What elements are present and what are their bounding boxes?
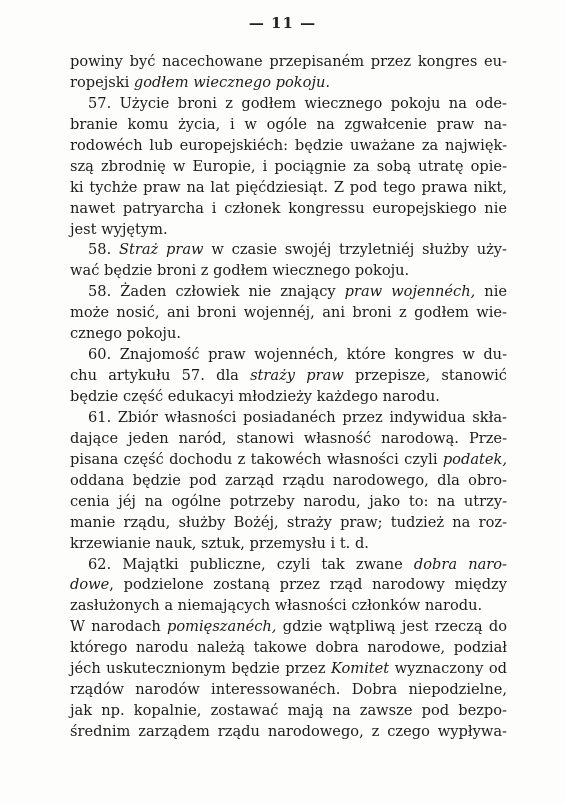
text-line — [70, 136, 507, 157]
text-run: manie rządu, służby Bożéj, straży praw; tudzież na roz- — [70, 513, 507, 531]
text-line — [70, 513, 507, 534]
text-line — [70, 575, 507, 596]
text-run: będzie część edukacyi młodzieży każdego narodu. — [70, 388, 440, 405]
text-line — [70, 178, 507, 199]
text-run: powiny być nacechowane przepisaném przez kongres eu- — [70, 53, 507, 70]
text-run: rodowéch lub europejskiéch: będzie uważane za najwięk- — [70, 136, 507, 154]
text-run: cznego pokoju. — [70, 325, 181, 343]
italic-text: Komitet — [330, 660, 390, 678]
text-line — [70, 199, 507, 220]
text-line — [70, 94, 507, 115]
text-line — [70, 261, 507, 282]
text-line — [70, 345, 507, 366]
text-line — [70, 617, 507, 638]
text-run: jéch uskutecznionym będzie przez — [70, 660, 331, 678]
text-run: branie komu życia, i w ogóle na zgwałcenie praw na- — [70, 115, 507, 133]
text-run: w czasie swojéj trzyletniéj służby uży- — [203, 241, 507, 259]
italic-text: dowe — [70, 576, 110, 594]
text-line — [70, 701, 507, 722]
text-line — [70, 492, 507, 513]
text-line — [70, 240, 507, 261]
text-run: 60. Znajomość praw wojennéch, które kongres w du- — [88, 346, 507, 364]
text-run: gdzie wątpliwą jest rzeczą do — [276, 618, 507, 636]
text-line — [70, 324, 507, 345]
text-line — [70, 408, 507, 429]
body-text — [70, 52, 507, 743]
text-line — [70, 722, 507, 743]
text-run: wyznaczony od — [389, 660, 507, 678]
text-run: , podzielone zostaną przez rząd narodowy między — [109, 576, 507, 594]
text-run: wać będzie broni z godłem wiecznego pokoju. — [70, 262, 410, 280]
text-run: 61. Zbiór własności posiadanéch przez indywidua skła- — [88, 408, 507, 426]
text-line — [70, 471, 507, 492]
text-run: szą zbrodnię w Europie, i pociągnie za sobą utratę opie- — [70, 157, 507, 175]
text-run: rządów narodów interessowanéch. Dobra niepodzielne, — [70, 681, 507, 699]
italic-text: podatek, — [442, 450, 507, 468]
text-run: oddana będzie pod zarząd rządu narodowego, dla obro- — [70, 471, 507, 489]
text-run: 57. Użycie broni z godłem wiecznego pokoju na ode- — [88, 94, 507, 112]
text-line — [70, 73, 507, 94]
text-line — [70, 220, 507, 241]
text-run: może nosić, ani broni wojennéj, ani broni z godłem wie- — [70, 304, 507, 322]
text-line — [70, 387, 507, 408]
italic-text: straży praw — [250, 367, 344, 385]
italic-text: dobra naro- — [413, 555, 507, 573]
text-run: ropejski — [70, 73, 134, 91]
text-line — [70, 596, 507, 617]
text-run: W narodach — [70, 618, 168, 636]
text-line — [70, 659, 507, 680]
text-line — [70, 157, 507, 178]
text-line — [70, 366, 507, 387]
text-run: 58. — [88, 241, 120, 259]
text-line — [70, 555, 507, 576]
text-run: nawet patryarcha i członek kongressu europejskiego nie — [70, 199, 507, 217]
text-run: chu artykułu 57. dla — [70, 367, 251, 385]
text-run: dające jeden naród, stanowi własność narodową. Prze- — [70, 429, 507, 447]
text-run: cenia jéj na ogólne potrzeby narodu, jako to: na utrzy- — [70, 492, 507, 510]
text-run: 58. Żaden człowiek nie znający — [88, 283, 345, 301]
text-run: przepisze, stanowić — [343, 367, 507, 385]
text-run: pisana część dochodu z takowéch własności czyli — [70, 450, 443, 468]
text-line — [70, 638, 507, 659]
text-line — [70, 52, 507, 73]
text-line — [70, 534, 507, 555]
text-run: średnim zarządem rządu narodowego, z czego wypływa- — [70, 723, 507, 740]
text-run: jak np. kopalnie, zostawać mają na zawsze pod bezpo- — [70, 702, 507, 720]
text-line — [70, 429, 507, 450]
text-run: jest wyjętym. — [70, 220, 168, 238]
text-line — [70, 303, 507, 324]
text-line — [70, 282, 507, 303]
italic-text: pomięszanéch, — [167, 618, 277, 636]
italic-text: godłem wiecznego pokoju. — [133, 73, 331, 91]
text-run: którego narodu należą takowe dobra narodowe, podział — [70, 639, 507, 657]
text-run: zasłużonych a niemających własności członków narodu. — [70, 597, 483, 615]
text-run: ki tychże praw na lat pięćdziesiąt. Z pod tego prawa nikt, — [70, 178, 507, 196]
text-run: 62. Majątki publiczne, czyli tak zwane — [88, 555, 414, 573]
text-line — [70, 115, 507, 136]
italic-text: Straż praw — [119, 241, 204, 259]
text-line — [70, 680, 507, 701]
text-run: krzewianie nauk, sztuk, przemysłu i t. d. — [70, 534, 369, 552]
text-line — [70, 450, 507, 471]
text-run: nie — [475, 283, 507, 301]
page-number: — 11 — — [248, 14, 317, 32]
italic-text: praw wojennéch, — [344, 283, 476, 301]
